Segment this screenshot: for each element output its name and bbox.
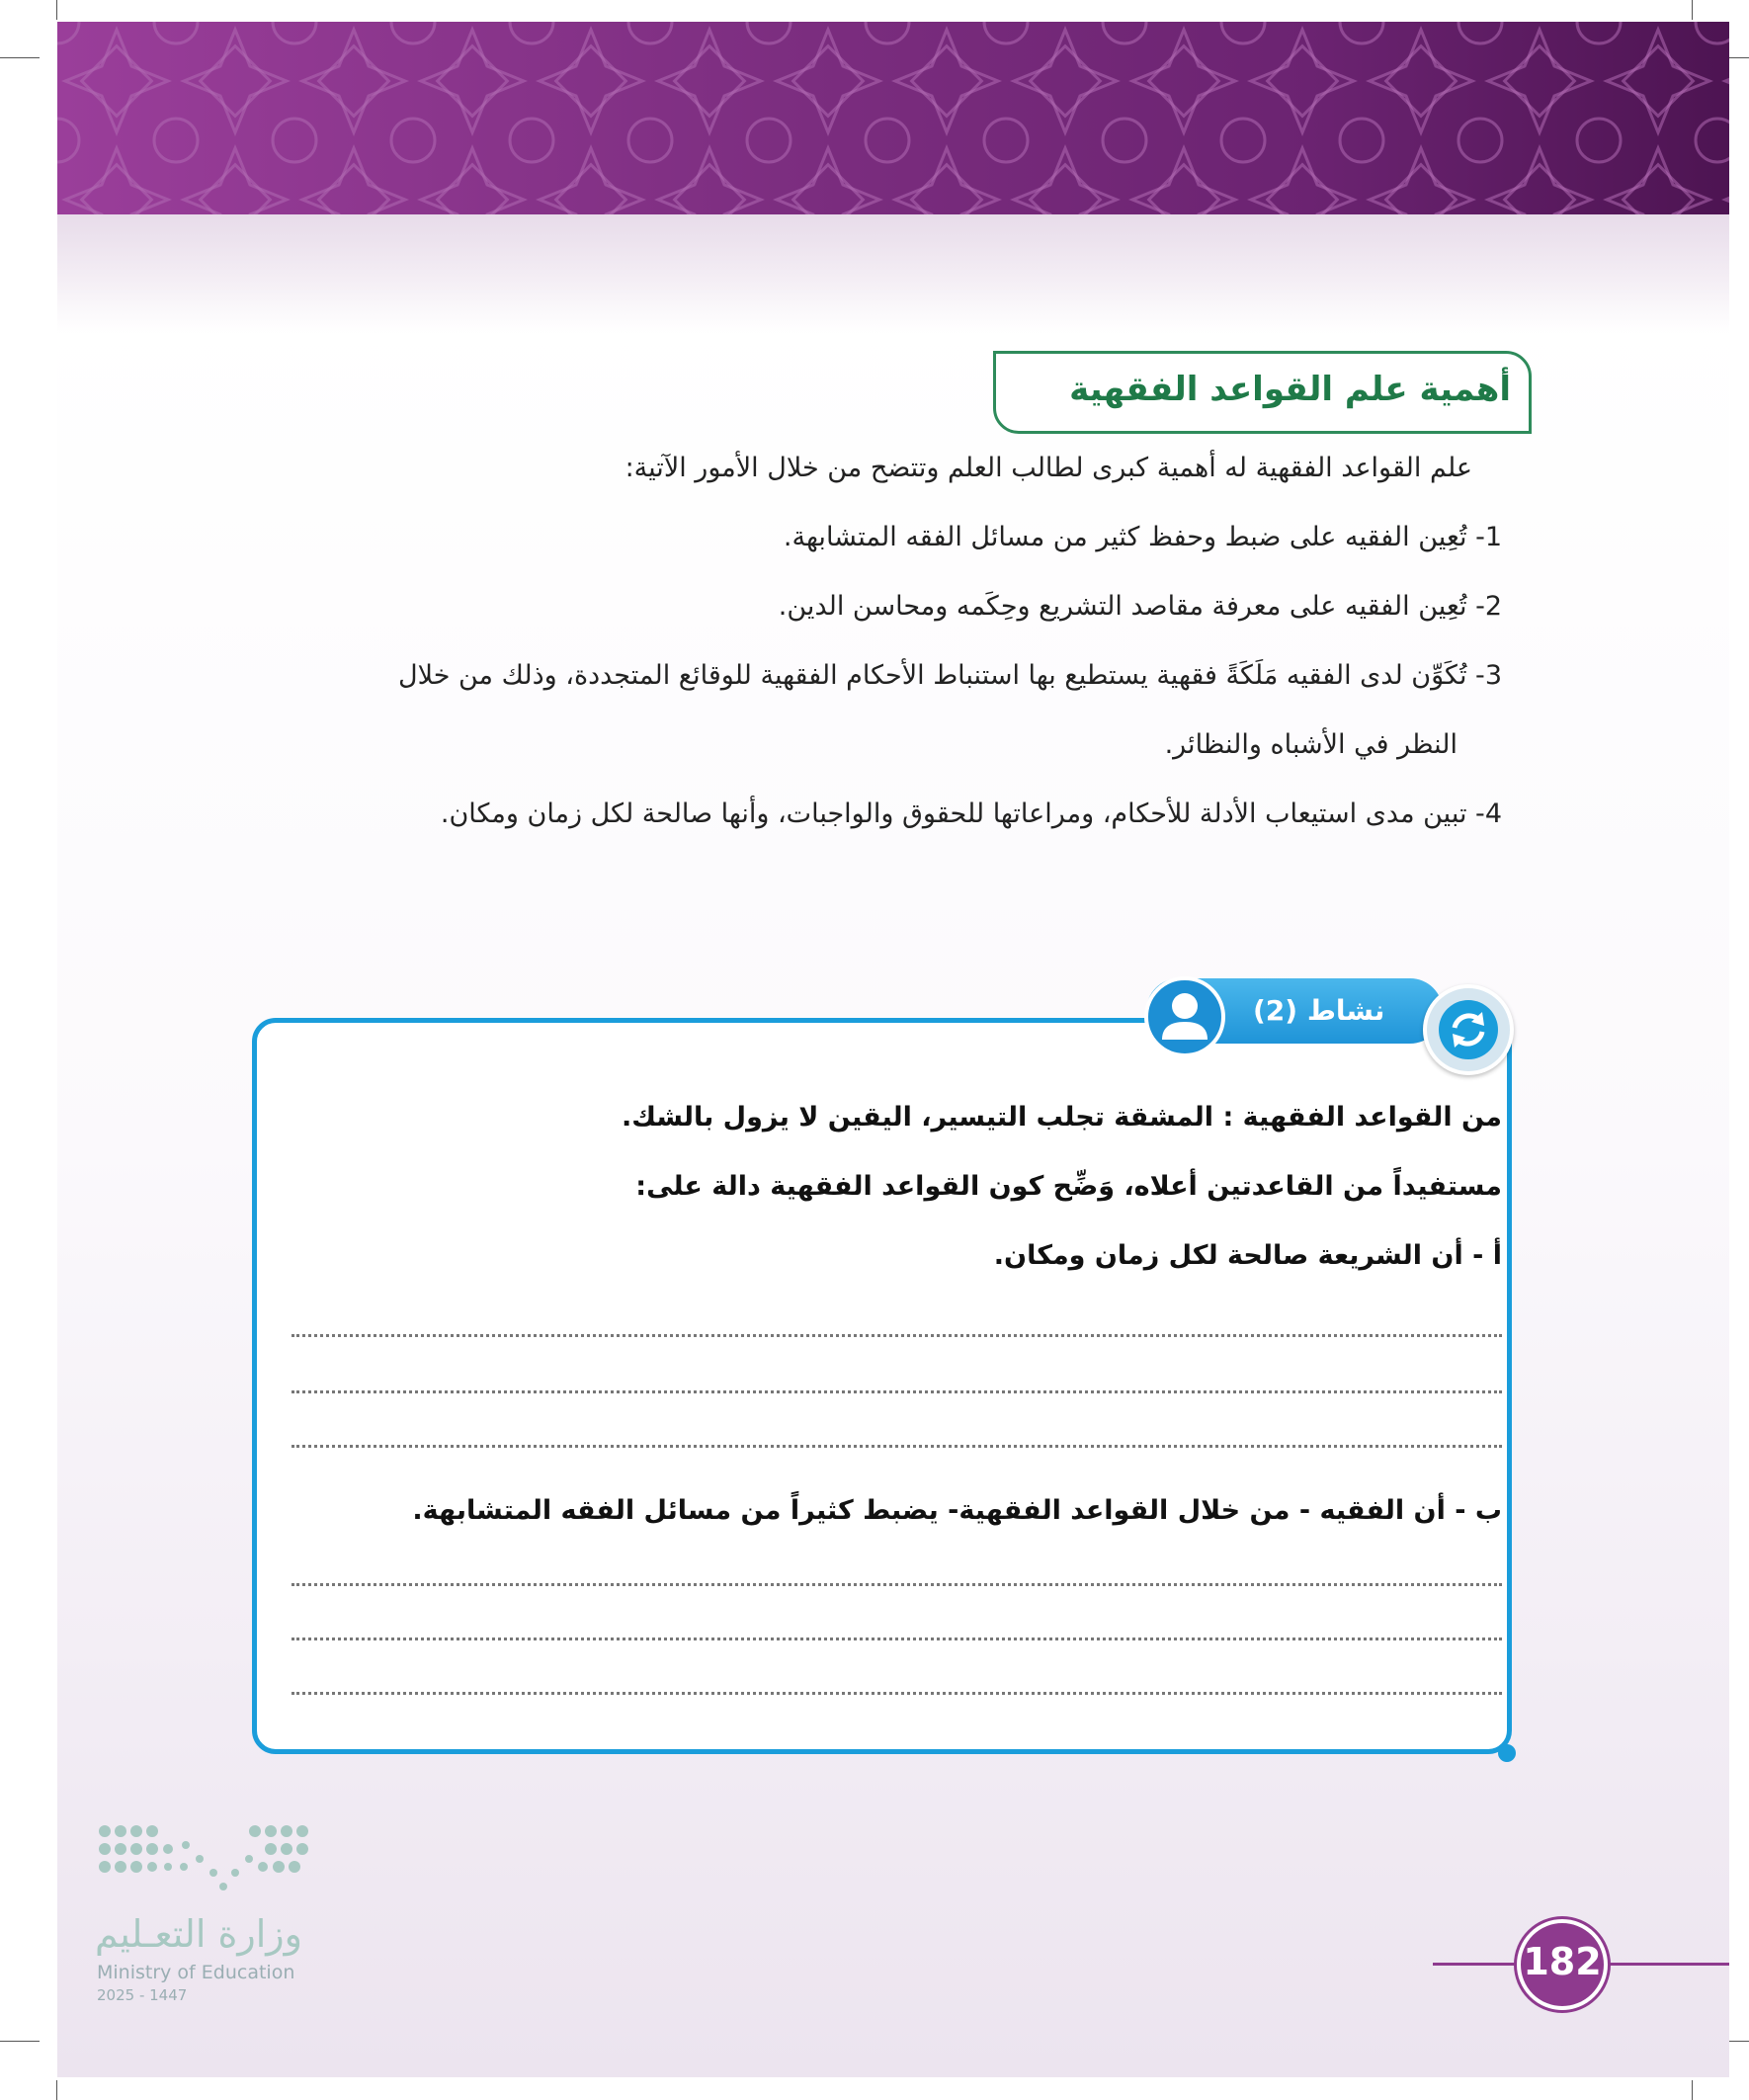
activity-rules-line: من القواعد الفقهية : المشقة تجلب التيسير، اليقين لا يزول بالشك. — [622, 1102, 1502, 1133]
point-3: 3- تُكَوِّن لدى الفقيه مَلَكَةً فقهية يستطيع بها استنباط الأحكام الفقهية للوقائع المتجددة، وذلك من خلال — [398, 660, 1502, 691]
activity-instruction: مستفيداً من القاعدتين أعلاه، وَضِّح كون القواعد الفقهية دالة على: — [635, 1171, 1502, 1202]
answer-line[interactable] — [292, 1445, 1502, 1448]
page-number-rule-right — [1606, 1963, 1729, 1966]
crop-mark — [56, 0, 57, 20]
crop-mark — [0, 2041, 40, 2042]
point-2: 2- تُعِين الفقيه على معرفة مقاصد التشريع وحِكَمه ومحاسن الدين. — [778, 591, 1502, 622]
activity-label: نشاط (2) — [1253, 994, 1385, 1027]
point-3-continued: النظر في الأشباه والنظائر. — [1164, 729, 1458, 760]
answer-line[interactable] — [292, 1390, 1502, 1393]
crop-mark — [1692, 0, 1693, 20]
ministry-name-english: Ministry of Education — [97, 1962, 295, 1983]
point-4: 4- تبين مدى استيعاب الأدلة للأحكام، ومراعاتها للحقوق والواجبات، وأنها صالحة لكل زمان ومكان. — [440, 798, 1502, 829]
banner-pattern — [57, 22, 1729, 214]
header-banner — [57, 22, 1729, 214]
crop-mark — [56, 2080, 57, 2100]
answer-line[interactable] — [292, 1638, 1502, 1640]
section-title-box — [993, 351, 1532, 434]
point-1: 1- تُعِين الفقيه على ضبط وحفظ كثير من مسائل الفقه المتشابهة. — [783, 522, 1502, 552]
academic-year: 2025 - 1447 — [97, 1986, 188, 2004]
ministry-logo-icon — [97, 1823, 309, 1897]
answer-line[interactable] — [292, 1334, 1502, 1337]
crop-mark — [0, 57, 40, 58]
refresh-icon — [1423, 984, 1514, 1075]
page-number-rule-left — [1433, 1963, 1522, 1966]
ministry-name-arabic: وزارة التعـليم — [95, 1912, 303, 1956]
student-icon — [1144, 976, 1225, 1057]
activity-frame-end-dot — [1498, 1744, 1516, 1762]
intro-text: علم القواعد الفقهية له أهمية كبرى لطالب العلم وتتضح من خلال الأمور الآتية: — [625, 453, 1472, 483]
crop-mark — [1692, 2080, 1693, 2100]
question-a: أ - أن الشريعة صالحة لكل زمان ومكان. — [993, 1240, 1502, 1271]
answer-line[interactable] — [292, 1583, 1502, 1586]
page-number: 182 — [1523, 1940, 1602, 1983]
section-title: أهمية علم القواعد الفقهية — [1069, 370, 1511, 409]
answer-line[interactable] — [292, 1692, 1502, 1695]
question-b: ب - أن الفقيه - من خلال القواعد الفقهية- يضبط كثيراً من مسائل الفقه المتشابهة. — [412, 1495, 1502, 1526]
banner-fade — [57, 214, 1729, 333]
